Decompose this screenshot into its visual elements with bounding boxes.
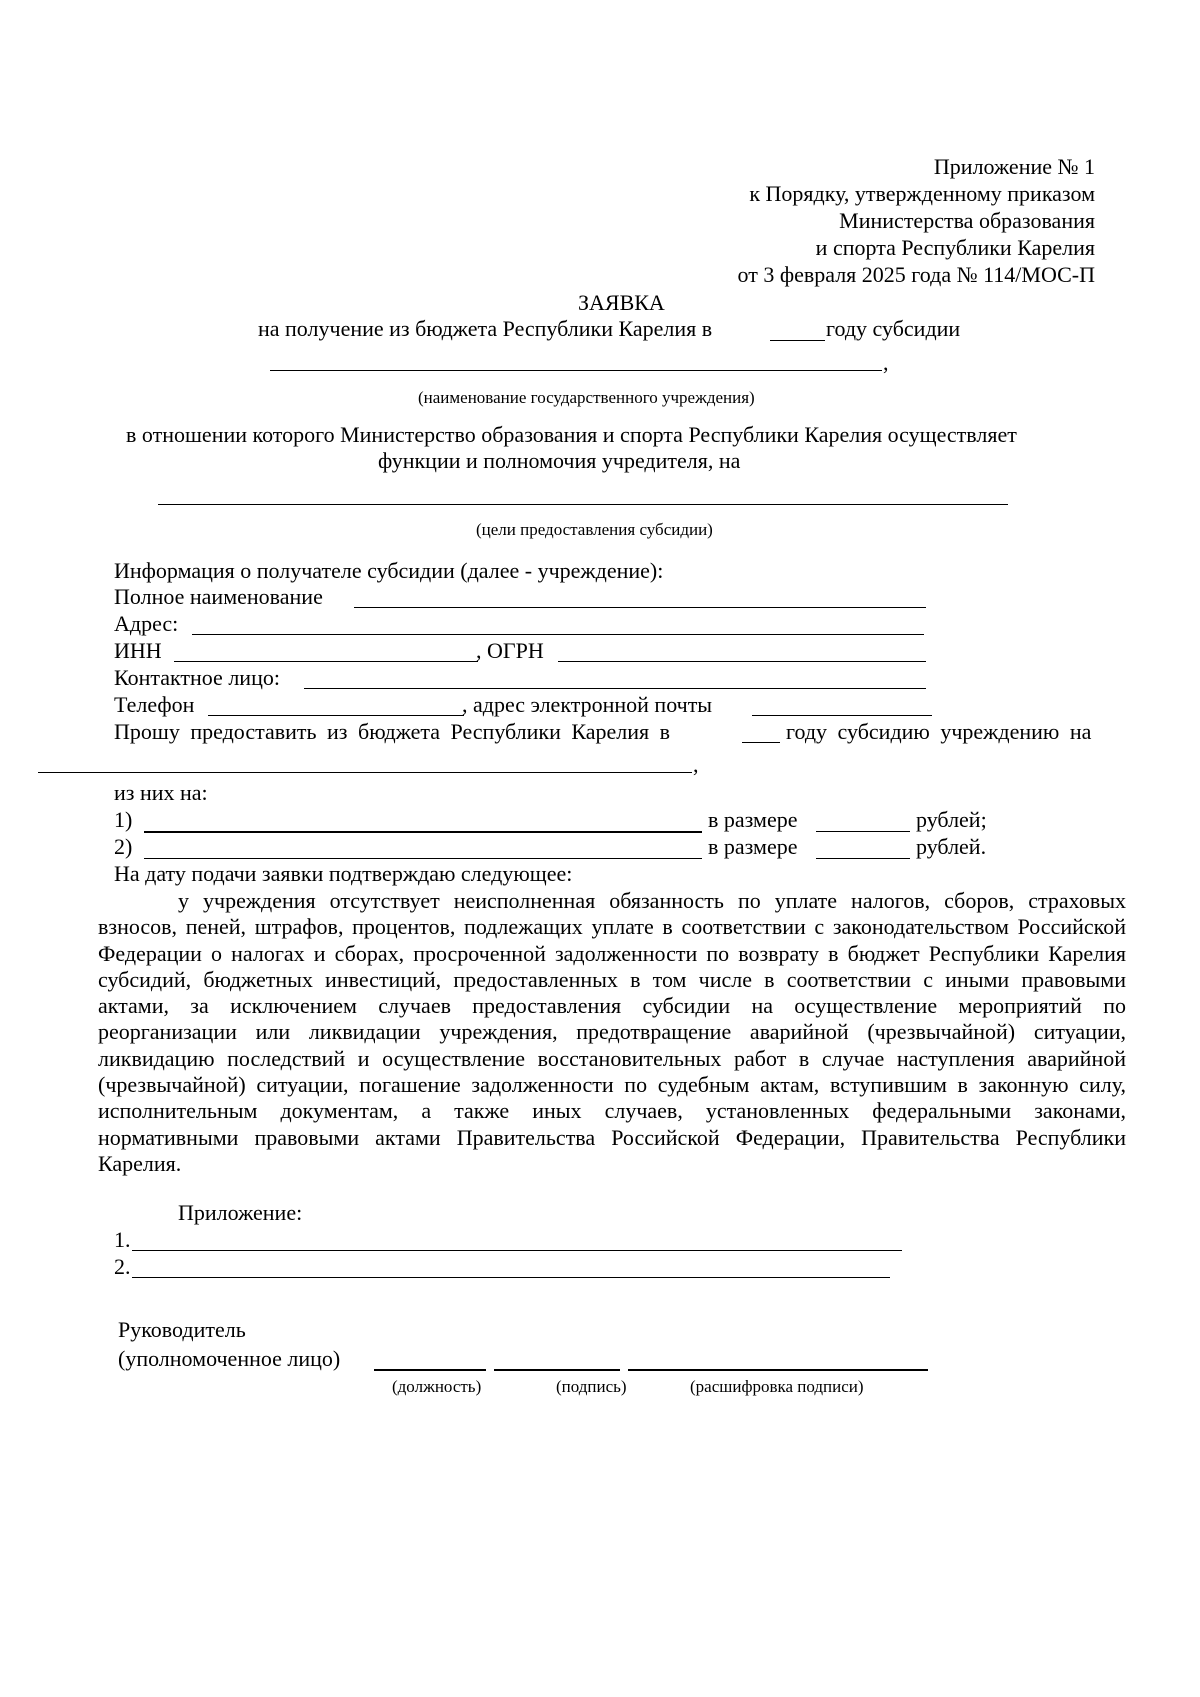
contact-blank[interactable] <box>304 688 926 689</box>
phone-label: Телефон <box>114 692 195 717</box>
appendix-order-ref: к Порядку, утвержденному приказом <box>749 181 1095 206</box>
relation-line-1: в отношении которого Министерство образования и спорта Республики Карелия осуществляет <box>126 422 1017 447</box>
caption-institution: (наименование государственного учреждения) <box>418 388 755 407</box>
item-2-number: 2) <box>114 834 133 859</box>
email-blank[interactable] <box>752 715 932 716</box>
item-1-number: 1) <box>114 807 133 832</box>
subtitle-text-end: году субсидии <box>826 316 961 341</box>
attachment-1-number: 1. <box>114 1227 131 1252</box>
phone-blank[interactable] <box>208 715 464 716</box>
item-1-blank[interactable] <box>144 831 702 833</box>
full-name-blank[interactable] <box>354 607 926 608</box>
item-1-amount-blank[interactable] <box>816 831 910 832</box>
item-1-amount-label: в размере <box>708 807 798 832</box>
appendix-ministry-region: и спорта Республики Карелия <box>815 235 1095 260</box>
signature-head: Руководитель <box>118 1317 246 1342</box>
request-text-end: году субсидию учреждению на <box>786 719 1092 744</box>
appendix-number: Приложение № 1 <box>933 154 1095 179</box>
item-2-amount-blank[interactable] <box>816 858 910 859</box>
goals-blank[interactable] <box>158 504 1008 505</box>
item-2-amount-label: в размере <box>708 834 798 859</box>
caption-signature: (подпись) <box>556 1377 627 1396</box>
request-year-blank[interactable] <box>742 742 780 743</box>
inn-label: ИНН <box>114 638 162 663</box>
contact-label: Контактное лицо: <box>114 665 280 690</box>
document-title: ЗАЯВКА <box>578 290 665 315</box>
appendix-ministry: Министерства образования <box>839 208 1095 233</box>
signature-blank[interactable] <box>494 1369 620 1371</box>
institution-name-blank[interactable] <box>270 370 882 371</box>
item-2-rubles: рублей. <box>916 834 987 859</box>
caption-position: (должность) <box>392 1377 482 1396</box>
subtitle-text: на получение из бюджета Республики Карелия в <box>258 316 713 341</box>
position-blank[interactable] <box>374 1369 486 1371</box>
ogrn-label: , ОГРН <box>476 638 544 663</box>
ogrn-blank[interactable] <box>558 661 926 662</box>
request-purpose-blank[interactable] <box>38 772 692 773</box>
attachment-2-blank[interactable] <box>132 1277 890 1278</box>
comma: , <box>883 350 889 375</box>
item-2-blank[interactable] <box>144 858 702 859</box>
recipient-heading: Информация о получателе субсидии (далее - учреждение): <box>114 558 664 583</box>
item-1-rubles: рублей; <box>916 807 987 832</box>
attachment-1-blank[interactable] <box>132 1250 902 1251</box>
full-name-label: Полное наименование <box>114 584 323 609</box>
relation-line-2: функции и полномочия учредителя, на <box>378 448 741 473</box>
appendix-date: от 3 февраля 2025 года № 114/МОС-П <box>737 262 1095 287</box>
comma-2: , <box>693 752 699 777</box>
signature-authorized: (уполномоченное лицо) <box>118 1346 341 1371</box>
confirm-paragraph: у учреждения отсутствует неисполненная обязанность по уплате налогов, сборов, страховых взносов, пеней, штрафов, процентов, подлежащих уплате в соответствии с законодательством Российской Федерации о налогах и сборах, просроченной задолженности по возврату в бюджет Республики Карелия субсидий, бюджетных инвестиций, предоставленных в том числе в соответствии с иными правовыми актами, за исключением случаев предоставления субсидии на осуществление мероприятий по реорганизации или ликвидации учреждения, предотвращение аварийной (чрезвычайной) ситуации, ликвидацию последствий и осуществление восстановительных работ в случае наступления аварийной (чрезвычайной) ситуации, погашение задолженности по судебным актам, вступившим в законную силу, исполнительным документам, а также иных случаев, установленных федеральными законами, нормативными правовыми актами Правительства Российской Федерации, Правительства Республики Карелия. <box>98 888 1126 1176</box>
inn-blank[interactable] <box>174 661 478 662</box>
confirm-heading: На дату подачи заявки подтверждаю следующее: <box>114 861 573 886</box>
caption-goals: (цели предоставления субсидии) <box>476 520 713 539</box>
address-label: Адрес: <box>114 611 179 636</box>
attachments-heading: Приложение: <box>178 1200 303 1225</box>
caption-decoding: (расшифровка подписи) <box>690 1377 864 1396</box>
decoding-blank[interactable] <box>628 1369 928 1371</box>
email-label: , адрес электронной почты <box>462 692 713 717</box>
request-text: Прошу предоставить из бюджета Республики Карелия в <box>114 719 671 744</box>
attachment-2-number: 2. <box>114 1254 131 1279</box>
year-blank[interactable] <box>770 340 825 341</box>
address-blank[interactable] <box>192 634 924 635</box>
of-them-label: из них на: <box>114 780 208 805</box>
